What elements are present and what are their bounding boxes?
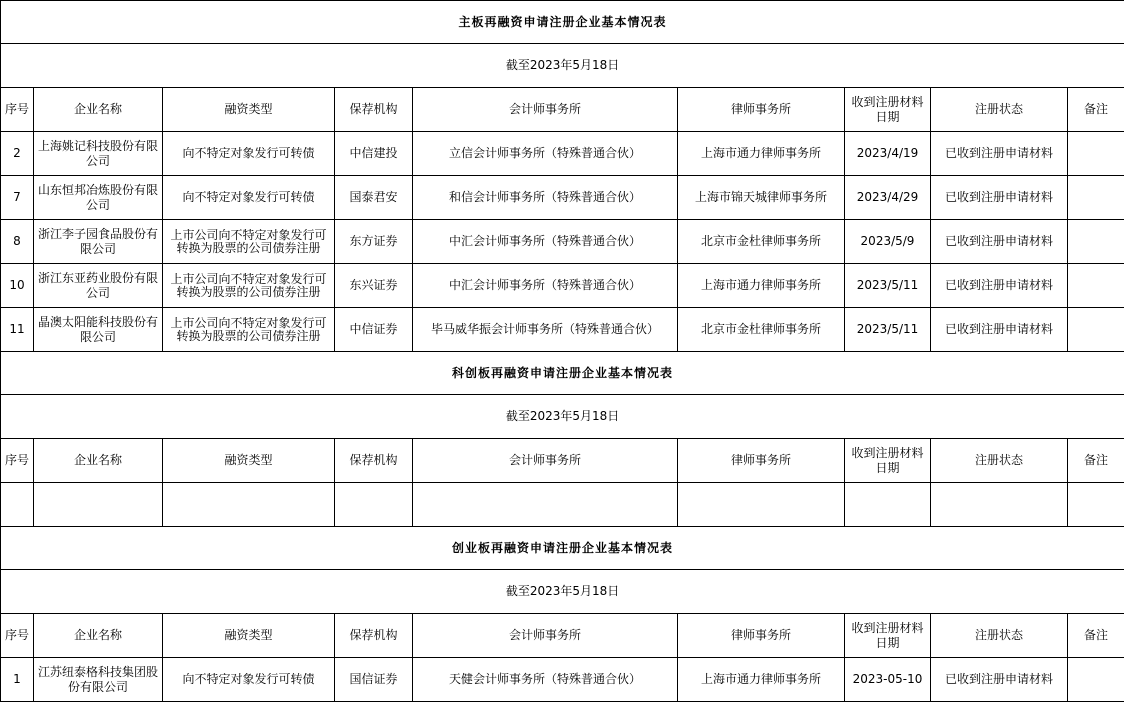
cell-type <box>163 264 335 308</box>
cell-sponsor <box>335 132 413 176</box>
cell-company <box>34 264 163 308</box>
header-col-type: 融资类型 <box>163 614 335 658</box>
cell-accountant-text: 中汇会计师事务所（特殊普通合伙） <box>448 234 641 248</box>
header-col-note: 备注 <box>1068 439 1124 483</box>
cell-note <box>1068 176 1124 220</box>
header-col-status: 注册状态 <box>931 614 1068 658</box>
as-of-date: 截至2023年5月18日 <box>1 44 1124 88</box>
cell-accountant <box>413 658 678 702</box>
cell-company-text: 江苏纽泰格科技集团股份有限公司 <box>37 664 158 694</box>
table-row <box>1 308 1124 352</box>
cell-type <box>163 658 335 702</box>
cell-type-text: 上市公司向不特定对象发行可转换为股票的公司债券注册 <box>170 228 327 255</box>
header-col-type: 融资类型 <box>163 88 335 132</box>
as-of-date: 截至2023年5月18日 <box>1 570 1124 614</box>
cell-no-text: 10 <box>9 278 25 292</box>
cell-no <box>1 220 34 264</box>
header-col-date: 收到注册材料日期 <box>845 439 931 483</box>
cell-status <box>931 658 1068 702</box>
cell-type <box>163 308 335 352</box>
cell-no-text: 1 <box>13 672 21 686</box>
cell-accountant <box>413 132 678 176</box>
header-col-date: 收到注册材料日期 <box>845 88 931 132</box>
cell-accountant <box>413 483 678 527</box>
cell-lawyer <box>678 308 845 352</box>
header-col-note: 备注 <box>1068 88 1124 132</box>
sheet-body <box>1 1 1124 702</box>
cell-no <box>1 264 34 308</box>
cell-no-text: 11 <box>9 322 25 336</box>
cell-accountant <box>413 264 678 308</box>
cell-lawyer-text: 上海市通力律师事务所 <box>700 672 821 686</box>
header-col-sponsor: 保荐机构 <box>335 88 413 132</box>
table-row <box>1 658 1124 702</box>
cell-sponsor-text: 国信证券 <box>349 672 398 686</box>
cell-company <box>34 483 163 527</box>
cell-type-text: 向不特定对象发行可转债 <box>182 147 315 160</box>
cell-sponsor <box>335 264 413 308</box>
cell-date-text: 2023/4/29 <box>856 190 919 204</box>
cell-type-text: 上市公司向不特定对象发行可转换为股票的公司债券注册 <box>170 272 327 299</box>
cell-lawyer <box>678 658 845 702</box>
cell-status <box>931 220 1068 264</box>
cell-company-text: 山东恒邦冶炼股份有限公司 <box>37 182 158 212</box>
header-col-no: 序号 <box>1 614 34 658</box>
cell-sponsor <box>335 483 413 527</box>
cell-status-text: 已收到注册申请材料 <box>944 190 1053 204</box>
cell-sponsor-text: 国泰君安 <box>349 190 398 204</box>
cell-sponsor-text: 中信建投 <box>349 146 398 160</box>
cell-note <box>1068 658 1124 702</box>
cell-sponsor <box>335 308 413 352</box>
cell-sponsor <box>335 658 413 702</box>
cell-status <box>931 308 1068 352</box>
cell-type <box>163 176 335 220</box>
cell-date-text: 2023/5/11 <box>856 322 919 336</box>
cell-note <box>1068 264 1124 308</box>
cell-accountant-text: 天健会计师事务所（特殊普通合伙） <box>448 672 641 686</box>
cell-date-text: 2023-05-10 <box>852 672 923 686</box>
header-col-company: 企业名称 <box>34 439 163 483</box>
cell-note <box>1068 220 1124 264</box>
cell-company <box>34 176 163 220</box>
header-col-company: 企业名称 <box>34 614 163 658</box>
cell-no-text: 7 <box>13 190 21 204</box>
cell-accountant-text: 和信会计师事务所（特殊普通合伙） <box>448 190 641 204</box>
header-col-sponsor: 保荐机构 <box>335 439 413 483</box>
cell-status-text: 已收到注册申请材料 <box>944 322 1053 336</box>
header-col-accountant: 会计师事务所 <box>413 88 678 132</box>
cell-accountant <box>413 220 678 264</box>
cell-date <box>845 483 931 527</box>
cell-date-text: 2023/4/19 <box>856 146 919 160</box>
cell-date <box>845 308 931 352</box>
header-col-lawyer: 律师事务所 <box>678 439 845 483</box>
cell-status <box>931 483 1068 527</box>
header-col-type: 融资类型 <box>163 439 335 483</box>
cell-date <box>845 176 931 220</box>
cell-lawyer-text: 上海市锦天城律师事务所 <box>694 190 827 204</box>
cell-note <box>1068 483 1124 527</box>
cell-note <box>1068 308 1124 352</box>
cell-sponsor-text: 东方证券 <box>349 234 398 248</box>
cell-no <box>1 176 34 220</box>
cell-note <box>1068 132 1124 176</box>
cell-accountant-text: 毕马威华振会计师事务所（特殊普通合伙） <box>430 322 659 336</box>
table-row <box>1 483 1124 527</box>
cell-accountant-text: 中汇会计师事务所（特殊普通合伙） <box>448 278 641 292</box>
cell-type-text: 上市公司向不特定对象发行可转换为股票的公司债券注册 <box>170 316 327 343</box>
header-row <box>1 614 1124 658</box>
header-col-accountant: 会计师事务所 <box>413 439 678 483</box>
cell-lawyer <box>678 264 845 308</box>
cell-accountant-text: 立信会计师事务所（特殊普通合伙） <box>448 146 641 160</box>
cell-no-text: 8 <box>13 234 21 248</box>
header-col-lawyer: 律师事务所 <box>678 88 845 132</box>
header-col-status: 注册状态 <box>931 439 1068 483</box>
cell-no <box>1 658 34 702</box>
cell-company-text: 上海姚记科技股份有限公司 <box>37 138 158 168</box>
cell-type-text: 向不特定对象发行可转债 <box>182 673 315 686</box>
cell-no <box>1 132 34 176</box>
table-row <box>1 132 1124 176</box>
header-col-sponsor: 保荐机构 <box>335 614 413 658</box>
header-col-no: 序号 <box>1 439 34 483</box>
cell-date <box>845 658 931 702</box>
cell-status <box>931 176 1068 220</box>
section-title: 科创板再融资申请注册企业基本情况表 <box>1 352 1124 395</box>
cell-sponsor-text: 中信证券 <box>349 322 398 336</box>
table-row <box>1 264 1124 308</box>
cell-lawyer-text: 上海市通力律师事务所 <box>700 146 821 160</box>
cell-status-text: 已收到注册申请材料 <box>944 146 1053 160</box>
cell-type <box>163 483 335 527</box>
header-col-status: 注册状态 <box>931 88 1068 132</box>
cell-company-text: 浙江东亚药业股份有限公司 <box>37 270 158 300</box>
cell-type-text: 向不特定对象发行可转债 <box>182 191 315 204</box>
table-row <box>1 220 1124 264</box>
cell-no-text: 2 <box>13 146 21 160</box>
cell-sponsor <box>335 220 413 264</box>
cell-status <box>931 264 1068 308</box>
header-col-lawyer: 律师事务所 <box>678 614 845 658</box>
cell-date <box>845 132 931 176</box>
cell-status-text: 已收到注册申请材料 <box>944 234 1053 248</box>
header-row <box>1 439 1124 483</box>
header-col-note: 备注 <box>1068 614 1124 658</box>
header-col-date: 收到注册材料日期 <box>845 614 931 658</box>
cell-lawyer <box>678 176 845 220</box>
cell-no <box>1 483 34 527</box>
cell-lawyer-text: 北京市金杜律师事务所 <box>700 322 821 336</box>
cell-company <box>34 658 163 702</box>
cell-type <box>163 220 335 264</box>
header-col-no: 序号 <box>1 88 34 132</box>
cell-status-text: 已收到注册申请材料 <box>944 672 1053 686</box>
cell-sponsor <box>335 176 413 220</box>
cell-company <box>34 132 163 176</box>
cell-company-text: 晶澳太阳能科技股份有限公司 <box>37 314 158 344</box>
cell-company <box>34 220 163 264</box>
cell-status <box>931 132 1068 176</box>
cell-lawyer <box>678 483 845 527</box>
cell-lawyer-text: 北京市金杜律师事务所 <box>700 234 821 248</box>
table-row <box>1 176 1124 220</box>
header-col-company: 企业名称 <box>34 88 163 132</box>
cell-date <box>845 264 931 308</box>
cell-status-text: 已收到注册申请材料 <box>944 278 1053 292</box>
cell-type <box>163 132 335 176</box>
as-of-date: 截至2023年5月18日 <box>1 395 1124 439</box>
cell-lawyer <box>678 132 845 176</box>
cell-company <box>34 308 163 352</box>
cell-accountant <box>413 176 678 220</box>
header-col-accountant: 会计师事务所 <box>413 614 678 658</box>
cell-date-text: 2023/5/9 <box>860 234 915 248</box>
cell-lawyer-text: 上海市通力律师事务所 <box>700 278 821 292</box>
cell-no <box>1 308 34 352</box>
cell-date-text: 2023/5/11 <box>856 278 919 292</box>
header-row <box>1 88 1124 132</box>
cell-date <box>845 220 931 264</box>
cell-sponsor-text: 东兴证券 <box>349 278 398 292</box>
cell-lawyer <box>678 220 845 264</box>
cell-accountant <box>413 308 678 352</box>
section-title: 主板再融资申请注册企业基本情况表 <box>1 1 1124 44</box>
cell-company-text: 浙江李子园食品股份有限公司 <box>37 226 158 256</box>
section-title: 创业板再融资申请注册企业基本情况表 <box>1 527 1124 570</box>
